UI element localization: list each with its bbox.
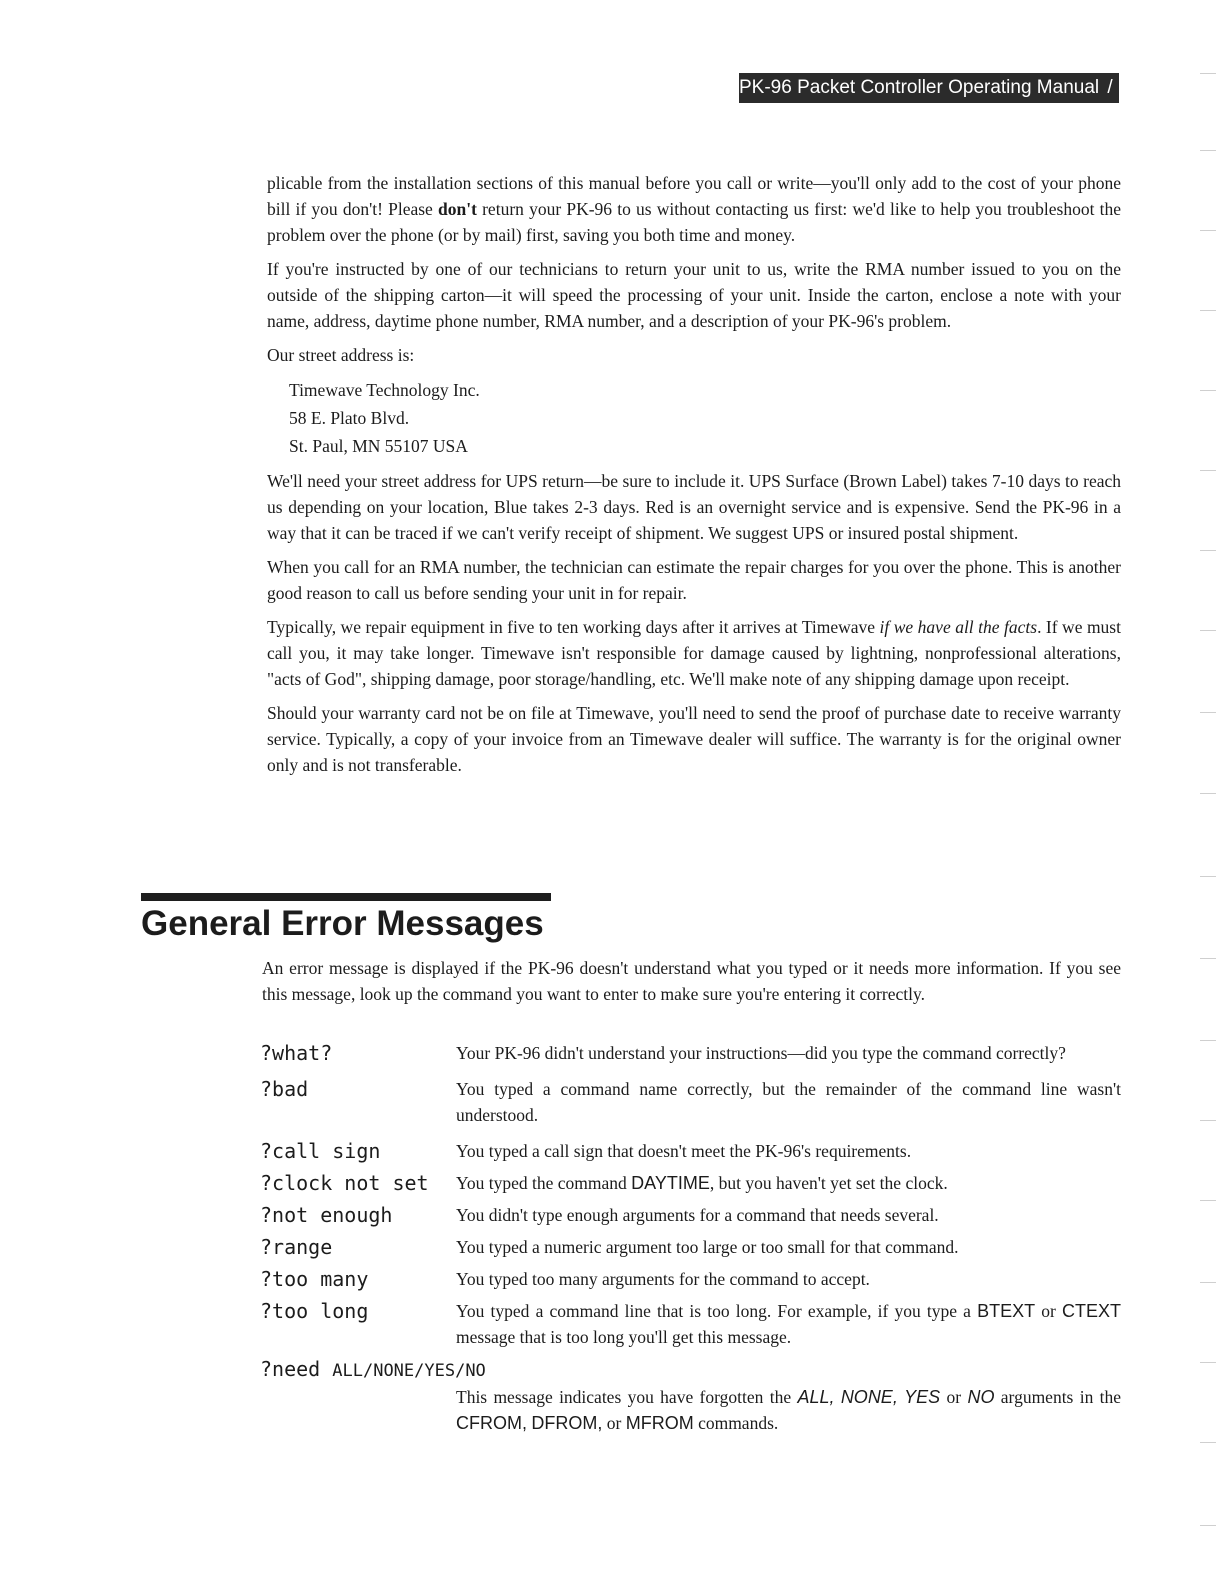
error-description: Your PK-96 didn't understand your instructions—did you type the command correctly? — [456, 1043, 1066, 1063]
italic-facts: if we have all the facts — [879, 617, 1038, 637]
bold-dont: don't — [438, 199, 477, 219]
command-name: BTEXT — [977, 1301, 1036, 1321]
argument-name: NO — [967, 1387, 995, 1407]
section-rule — [141, 893, 551, 901]
error-entry — [260, 1298, 1121, 1350]
error-code: ?bad — [260, 1077, 309, 1101]
error-entry — [260, 1040, 1121, 1066]
error-description: You didn't type enough arguments for a command that needs several. — [456, 1205, 939, 1225]
error-description: This message indicates you have forgotten the ALL, NONE, YES or NO arguments in the CFROM, DFROM, or MFROM commands. — [456, 1387, 1122, 1433]
error-entry — [260, 1202, 1121, 1228]
command-name: DAYTIME — [631, 1173, 710, 1193]
error-options: ALL/NONE/YES/NO — [332, 1361, 486, 1381]
error-description: You typed a command line that is too long. For example, if you type a BTEXT or CTEXT message that is too long you'll get this message. — [456, 1301, 1121, 1347]
error-code: ?range — [260, 1235, 333, 1259]
command-name: CTEXT — [1061, 1301, 1121, 1321]
argument-name: NONE, — [840, 1387, 898, 1407]
error-entry — [260, 1170, 1121, 1196]
paragraph-address-intro: Our street address is: — [267, 345, 415, 365]
address-line: St. Paul, MN 55107 USA — [289, 436, 468, 456]
address-line: Timewave Technology Inc. — [289, 380, 480, 400]
paragraph-estimate: When you call for an RMA number, the technician can estimate the repair charges for you over the phone. This is another good reason to call us before sending your unit in for repair. — [267, 557, 1121, 603]
error-description: You typed the command DAYTIME, but you haven't yet set the clock. — [456, 1173, 948, 1193]
error-entry — [260, 1076, 1121, 1128]
paragraph-ups: We'll need your street address for UPS return—be sure to include it. UPS Surface (Brown Label) takes 7-10 days to reach us depending on your location, Blue takes 2-3 days. Red is an overnight service and is expensive. Send the PK-96 in a way that it can be traced if we can't verify receipt of shipment. We suggest UPS or insured postal shipment. — [267, 471, 1121, 543]
address-line: 58 E. Plato Blvd. — [289, 408, 410, 428]
error-description: You typed a command name correctly, but the remainder of the command line wasn't understood. — [456, 1079, 1121, 1125]
section-heading: General Error Messages — [141, 904, 544, 943]
manual-title: PK-96 Packet Controller Operating Manual — [739, 77, 1100, 98]
body-text — [267, 170, 1121, 786]
error-code: ?what? — [260, 1041, 333, 1065]
paragraph-warranty: Should your warranty card not be on file at Timewave, you'll need to send the proof of purchase date to receive warranty service. Typically, a copy of your invoice from an Timewave dealer will suffice. The warranty is for the original owner only and is not transferable. — [267, 703, 1121, 775]
error-code: ?not enough — [260, 1203, 393, 1227]
paragraph-contact: plicable from the installation sections of this manual before you call or write—you'll only add to the cost of your phone bill if you don't! Please don't return your PK-96 to us without contacting us first: we'd like to help you troubleshoot the problem over the phone (or by mail) first, saving you both time and money. — [267, 173, 1122, 245]
argument-name: ALL, — [797, 1387, 835, 1407]
page-number: 123 — [1120, 77, 1153, 98]
header-separator: / — [1107, 77, 1113, 98]
error-code: ?need ALL/NONE/YES/NO — [260, 1357, 486, 1381]
section-intro: An error message is displayed if the PK-96 doesn't understand what you typed or it needs more information. If you see this message, look up the command you want to enter to make sure you're entering it correctly. — [262, 958, 1121, 1004]
command-name: DFROM, — [531, 1413, 603, 1433]
error-entry — [260, 1356, 1121, 1436]
argument-name: YES — [904, 1387, 941, 1407]
street-address — [289, 376, 1121, 460]
error-entry — [260, 1138, 1121, 1164]
page-edge-marks — [1194, 0, 1224, 1584]
paragraph-repair-time: Typically, we repair equipment in five to ten working days after it arrives at Timewave if we have all the facts. If we must call you, it may take longer. Timewave isn't responsible for damage caused by lightning, nonprofessional alterations, "acts of God", shipping damage, poor storage/handling, etc. We'll make note of any shipping damage upon receipt. — [267, 617, 1121, 689]
command-name: MFROM — [625, 1413, 694, 1433]
error-code: ?clock not set — [260, 1171, 429, 1195]
error-message-list — [260, 1040, 1121, 1436]
error-description: You typed a call sign that doesn't meet the PK-96's requirements. — [456, 1141, 912, 1161]
error-code: ?call sign — [260, 1139, 381, 1163]
error-entry — [260, 1266, 1121, 1292]
error-description: You typed too many arguments for the command to accept. — [456, 1269, 870, 1289]
error-code: ?too long — [260, 1299, 369, 1323]
error-description: You typed a numeric argument too large or too small for that command. — [456, 1237, 959, 1257]
error-code: ?too many — [260, 1267, 369, 1291]
running-header — [739, 73, 1153, 103]
error-entry — [260, 1234, 1121, 1260]
paragraph-rma: If you're instructed by one of our technicians to return your unit to us, write the RMA number issued to you on the outside of the shipping carton—it will speed the processing of your unit. Inside the carton, enclose a note with your name, address, daytime phone number, RMA number, and a description of your PK-96's problem. — [267, 259, 1121, 331]
command-name: CFROM, — [456, 1413, 527, 1433]
